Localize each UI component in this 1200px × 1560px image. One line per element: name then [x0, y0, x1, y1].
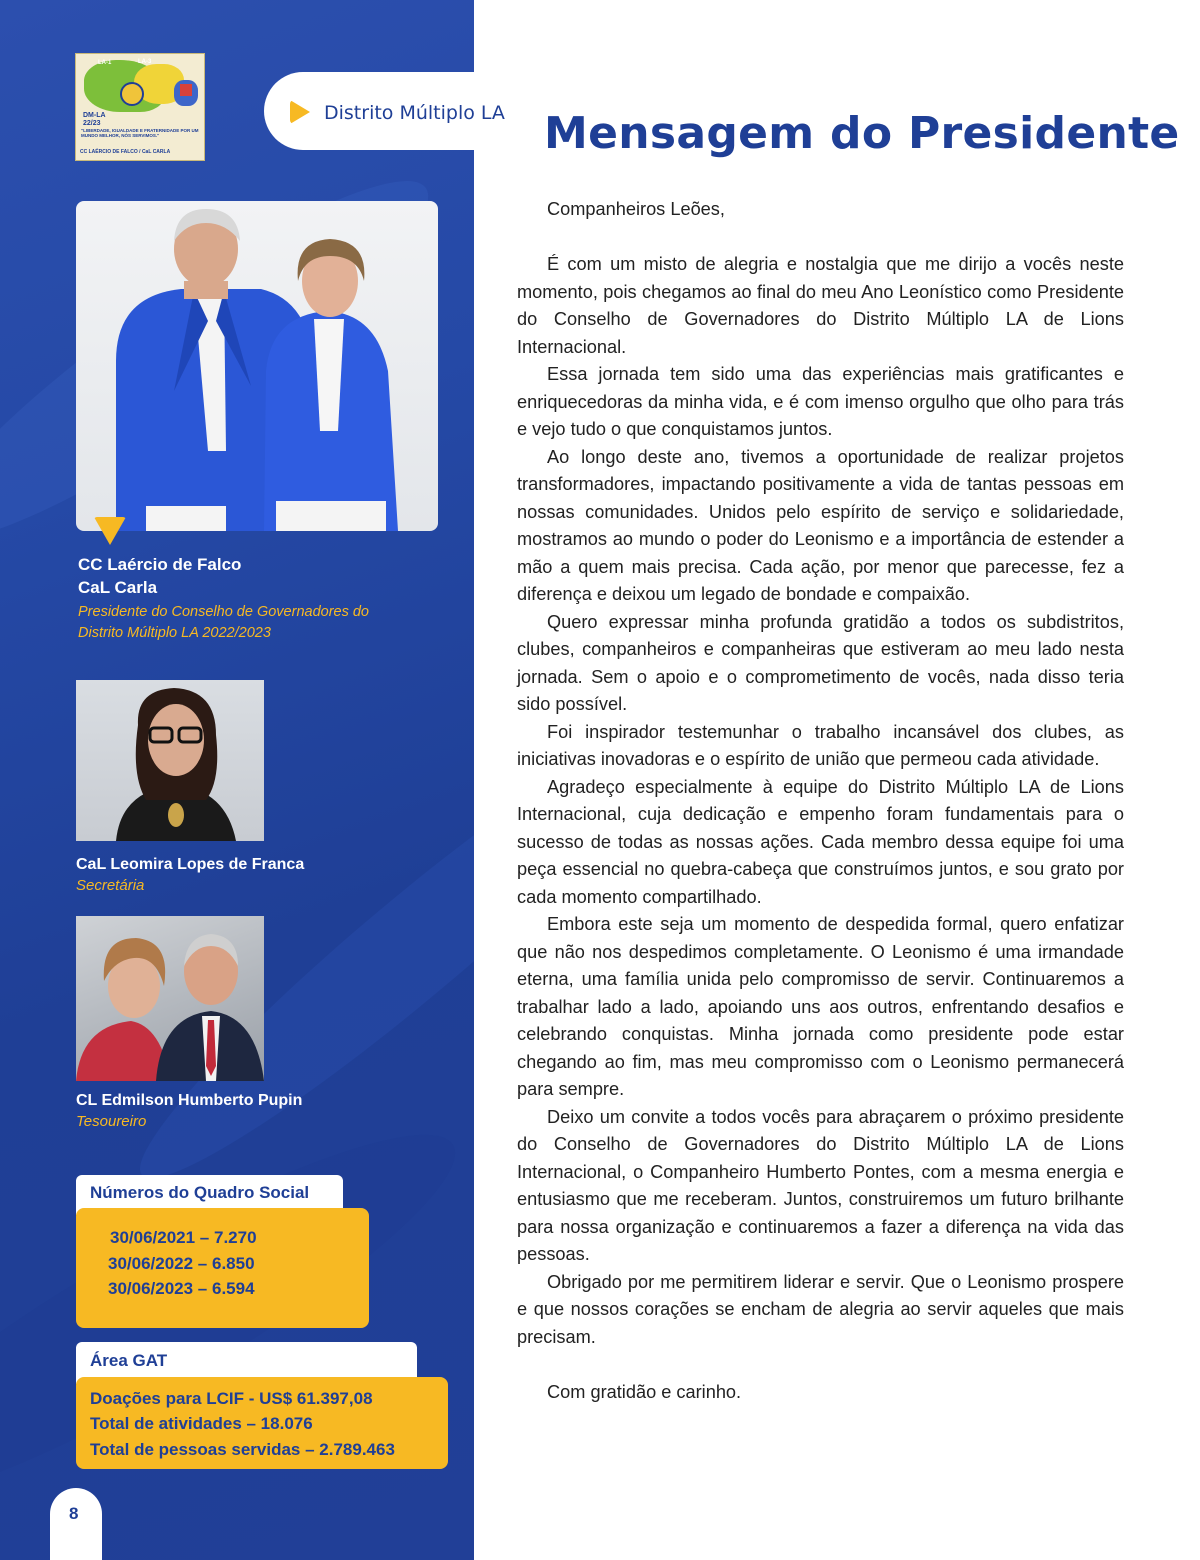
page-title: Mensagem do Presidente	[544, 108, 1180, 159]
section-header	[264, 72, 524, 150]
gat-item: Total de pessoas servidas – 2.789.463	[90, 1440, 395, 1459]
letter-paragraph: Embora este seja um momento de despedida formal, quero enfatizar que não nos despedimos completamente. O Leonismo é uma irmandade eterna, uma família unida pelo compromisso de servir. Continuaremos a trabalhar lado a lado, apoiando uns aos outros, enfrentando desafios e celebrando conquistas. Minha jornada como presidente pode estar chegando ao fim, mas meu compromisso com o Leonismo permanecerá para sempre.	[517, 914, 1124, 1099]
president-couple-photo	[76, 201, 438, 531]
page-number-tab	[50, 1488, 102, 1560]
treasurer-photo	[76, 916, 264, 1081]
sidebar	[0, 0, 474, 1560]
gat-box	[76, 1377, 448, 1469]
lions-emblem-icon	[120, 82, 144, 106]
letter-paragraph: Agradeço especialmente à equipe do Distrito Múltiplo LA de Lions Internacional, cuja dedicação e empenho foram fundamentais para o sucesso de todas as nossas ações. Cada membro dessa equipe foi uma peça essencial no quebra-cabeça que construímos juntos, e sou grato por cada momento compartilhado.	[517, 776, 1124, 907]
letter-paragraph: Deixo um convite a todos vocês para abraçarem o próximo presidente do Conselho de Governadores do Distrito Múltiplo LA de Lions Internacional, o Companheiro Humberto Pontes, com a mesma energia e entusiasmo que me receberam. Juntos, construiremos um futuro brilhante para nossa organização e continuaremos a fazer a diferença na vida das pessoas.	[517, 1106, 1124, 1264]
district-logo: LA-1 LA-3 DM-LA 22/23 "LIBERDADE, IGUALDADE E FRATERNIDADE POR UM MUNDO MELHOR, NÓS SERVIMOS." CC LAÉRCIO DE FALCO / CaL CARLA	[75, 53, 205, 161]
profile-role: Presidente do Conselho de Governadores do	[78, 604, 369, 620]
letter-paragraph: Obrigado por me permitirem liderar e servir. Que o Leonismo prospere e que nossos corações se encham de alegria ao servir aqueles que mais precisam.	[517, 1271, 1124, 1347]
secretary-photo	[76, 680, 264, 841]
letter-greeting: Companheiros Leões,	[547, 199, 725, 219]
profile-name: CL Edmilson Humberto Pupin	[76, 1092, 303, 1109]
letter-paragraph: Foi inspirador testemunhar o trabalho incansável dos clubes, as iniciativas inovadoras e o espírito de união que permeou cada atividade.	[517, 721, 1124, 769]
gat-item: Total de atividades – 18.076	[90, 1414, 313, 1433]
play-arrow-icon	[290, 100, 310, 124]
membership-item: 30/06/2021 – 7.270	[110, 1228, 257, 1247]
gat-header: Área GAT	[76, 1342, 417, 1384]
section-label: Distrito Múltiplo LA	[324, 102, 505, 124]
membership-item: 30/06/2023 – 6.594	[108, 1279, 255, 1298]
profile-name: CaL Leomira Lopes de Franca	[76, 856, 305, 873]
page-number: 8	[69, 1504, 79, 1523]
gat-item: Doações para LCIF - US$ 61.397,08	[90, 1389, 373, 1408]
letter-paragraph: Ao longo deste ano, tivemos a oportunidade de realizar projetos transformadores, impactando positivamente a vida de tantas pessoas em nossas comunidades. Unidos pelo espírito de serviço e solidariedade, mostramos ao mundo o poder do Leonismo e a importância de estender a mão a quem mais precisa. Cada ação, por menor que parecesse, fez a diferença e deixou um legado de bondade e compaixão.	[517, 446, 1124, 604]
letter-paragraph: Quero expressar minha profunda gratidão a todos os subdistritos, clubes, companheiros e companheiras que estiveram ao meu lado nesta jornada. Sem o apoio e o comprometimento de vocês, nada disso teria sido possível.	[517, 611, 1124, 714]
letter-paragraph: É com um misto de alegria e nostalgia que me dirijo a vocês neste momento, pois chegamos ao final do meu Ano Leonístico como Presidente do Conselho de Governadores do Distrito Múltiplo LA de Lions Internacional.	[517, 254, 1124, 357]
membership-header: Números do Quadro Social	[76, 1175, 343, 1215]
letter-paragraph: Essa jornada tem sido uma das experiências mais gratificantes e enriquecedoras da minha vida, e é com imenso orgulho que olho para trás e vejo tudo o que conquistamos juntos.	[517, 364, 1124, 439]
profile-name: CaL Carla	[78, 578, 158, 597]
profile-role: Tesoureiro	[76, 1113, 147, 1130]
letter-closing: Com gratidão e carinho.	[547, 1381, 742, 1402]
profile-role: Secretária	[76, 877, 145, 894]
profile-role: Distrito Múltiplo LA 2022/2023	[78, 625, 271, 641]
membership-item: 30/06/2022 – 6.850	[108, 1254, 255, 1273]
profile-name: CC Laércio de Falco	[78, 555, 242, 574]
caption-marker-icon	[94, 517, 126, 545]
letter-body	[517, 196, 1124, 1406]
membership-box	[76, 1208, 369, 1328]
